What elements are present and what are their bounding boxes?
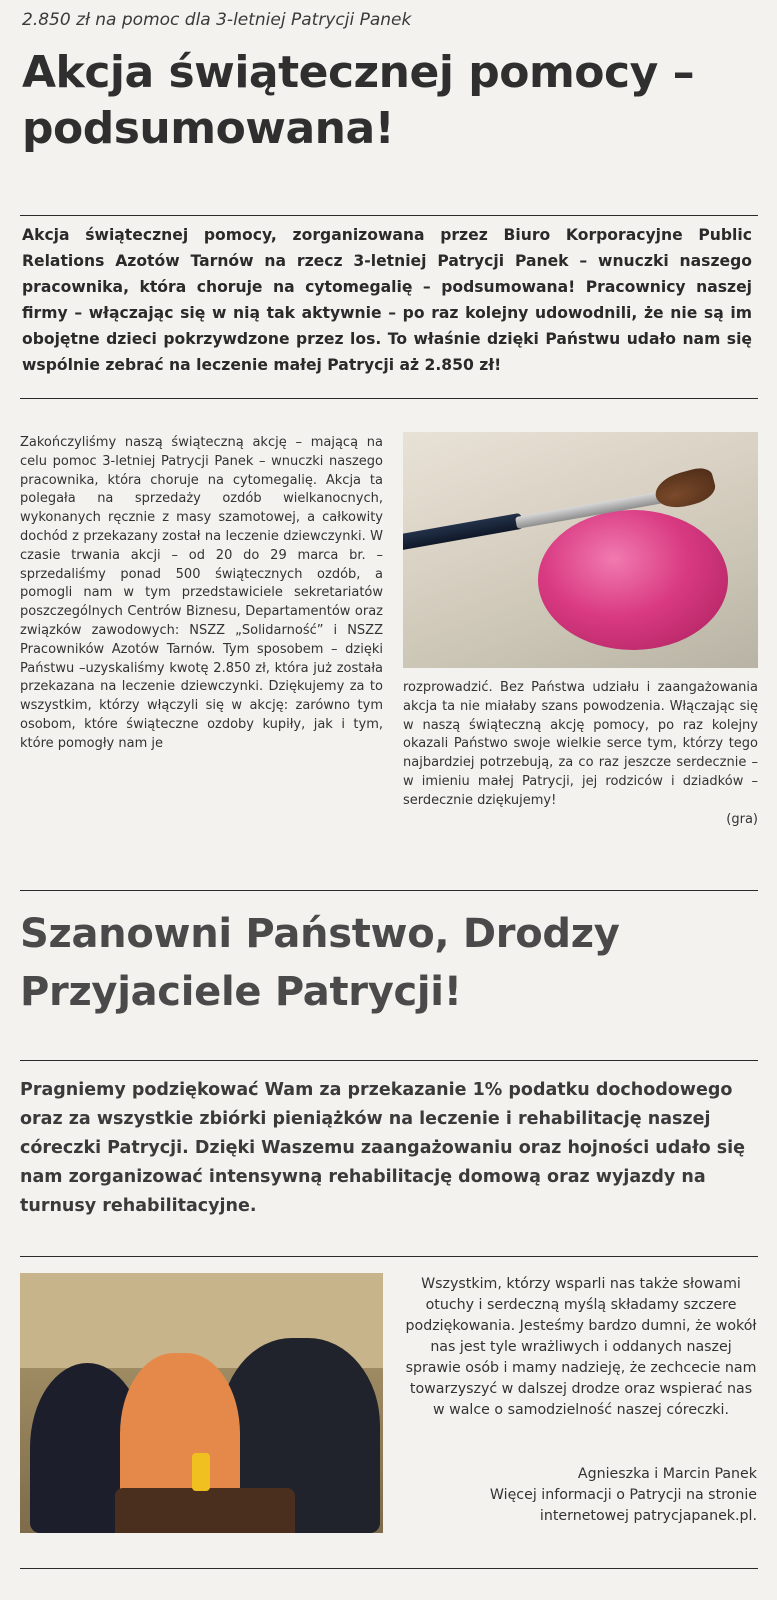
brush-handle-shape	[403, 513, 523, 551]
egg-shape	[538, 510, 728, 650]
divider	[20, 1256, 758, 1257]
divider	[20, 890, 758, 891]
letter-lead: Pragniemy podziękować Wam za przekazanie 1% podatku dochodowego oraz za wszystkie zbiórki pieniążków na leczenie i rehabilitację naszej córeczki Patrycji. Dzięki Waszemu zaangażowaniu oraz hojności udało się nam zorganizować intensywną rehabilitację domową oraz wyjazdy na turnusy rehabilitacyjne.	[20, 1080, 745, 1216]
letter-headline: Szanowni Państwo, Drodzy Przyjaciele Patrycji!	[20, 911, 620, 1015]
article-headline: Akcja świątecznej pomocy – podsumowana!	[22, 47, 695, 154]
divider	[20, 215, 758, 216]
article-kicker: 2.850 zł na pomoc dla 3-letniej Patrycji Panek	[22, 10, 412, 30]
article-body-right-text: rozprowadzić. Bez Państwa udziału i zaangażowania akcja ta nie miałaby szans powodzenia. Włączając się w naszą świąteczną akcję pomocy, po raz kolejny okazali Państwo swoje wielkie serce tym, którzy tego najbardziej potrzebują, za co raz jeszcze serdecznie – w imieniu małej Patrycji, jej rodziców i dziadków – serdecznie dziękujemy!	[403, 680, 758, 808]
family-photo	[20, 1273, 383, 1533]
photo-cake-shape	[115, 1488, 295, 1533]
article-body-right-column	[403, 679, 758, 829]
article-signature: (gra)	[726, 811, 758, 827]
divider	[20, 1568, 758, 1569]
letter-signature-block	[405, 1464, 757, 1527]
divider	[20, 1060, 758, 1061]
easter-egg-photo	[403, 432, 758, 668]
article-lead: Akcja świątecznej pomocy, zorganizowana przez Biuro Korporacyjne Public Relations Azotów Tarnów na rzecz 3-letniej Patrycji Panek – wnuczki naszego pracownika, która choruje na cytomegalię – podsumowana! Pracownicy naszej firmy – włączając się w nią tak aktywnie – po raz kolejny udowodnili, że nie są im obojętne dzieci pokrzywdzone przez los. To właśnie dzięki Państwu udało nam się wspólnie zebrać na leczenie małej Patrycji aż 2.850 zł!	[22, 226, 752, 374]
article-body-left-column: Zakończyliśmy naszą świąteczną akcję – mającą na celu pomoc 3-letniej Patrycji Panek – wnuczki naszego pracownika, która choruje na cytomegalię. Akcja ta polegała na sprzedaży ozdób wielkanocnych, wykonanych ręcznie z masy szamotowej, a całkowity dochód z przekazany został na leczenie dziewczynki. W czasie trwania akcji – od 20 do 29 marca br. – sprzedaliśmy ponad 500 świątecznych ozdób, a pomogli nam w tym przedstawiciele sekretariatów poszczególnych Centrów Biznesu, Departamentów oraz związków zawodowych: NSZZ „Solidarność” i NSZZ Pracowników Azotów Tarnów. Tym sposobem – dzięki Państwu –uzyskaliśmy kwotę 2.850 zł, która już została przekazana na leczenie dziewczynki. Dziękujemy za to wszystkim, którzy włączyli się w akcję: zarówno tym osobom, które świąteczne ozdoby kupiły, jak i tym, które pomogły nam je	[20, 435, 383, 751]
more-info-line-1: Więcej informacji o Patrycji na stronie	[489, 1487, 757, 1503]
brush-bristle-shape	[652, 465, 719, 513]
letter-body: Wszystkim, którzy wsparli nas także słowami otuchy i serdeczną myślą składamy szczere podziękowania. Jesteśmy bardzo dumni, że wokół nas jest tyle wrażliwych i oddanych naszej sprawie osób i mamy nadzieję, że zechcecie nam towarzyszyć w dalszej drodze oraz wspierać nas w walce o samodzielność naszej córeczki.	[405, 1276, 757, 1418]
letter-signature: Agnieszka i Marcin Panek	[577, 1466, 757, 1482]
more-info-line-2: internetowej patrycjapanek.pl.	[539, 1508, 757, 1524]
divider	[20, 398, 758, 399]
photo-candle-shape	[192, 1453, 210, 1491]
